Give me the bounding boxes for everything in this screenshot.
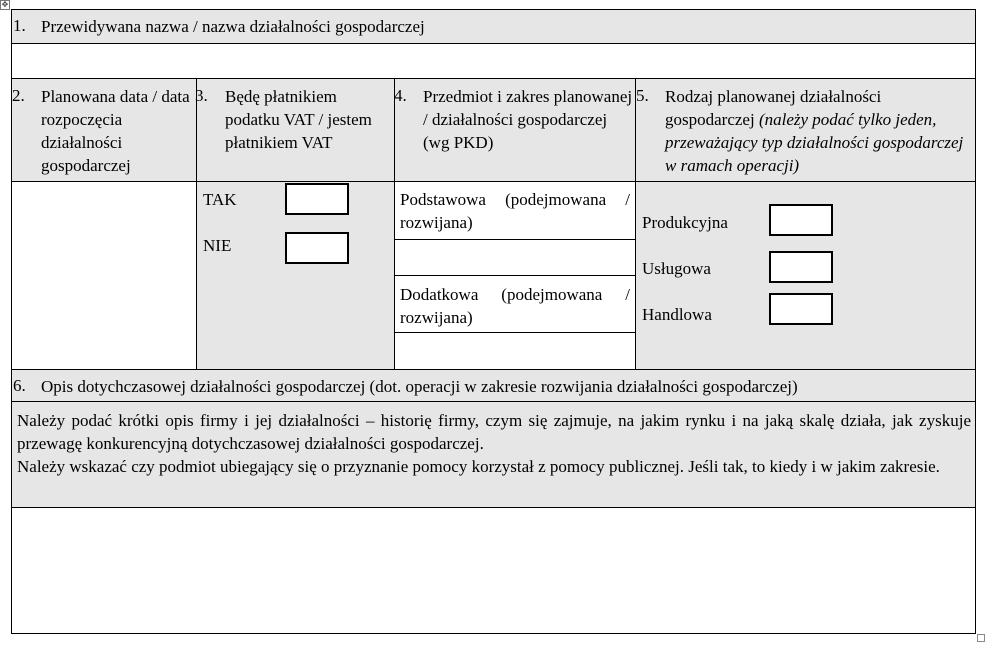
instruction-paragraph-2: Należy wskazać czy podmiot ubiegający się o przyznanie pomocy korzystał z pomocy publicznej. Jeśli tak, to kiedy i w jakim zakresie.	[17, 457, 940, 476]
description-instructions	[17, 409, 971, 478]
table-rule	[196, 78, 197, 370]
table-rule	[635, 78, 636, 370]
vat-no-label: NIE	[203, 236, 232, 255]
pkd-primary-label: Podstawowa (podejmowana / rozwijana)	[400, 190, 630, 232]
pkd-secondary-label: Dodatkowa (podejmowana / rozwijana)	[400, 285, 630, 327]
table-move-handle-icon[interactable]: ✥	[1, 0, 9, 9]
row1-number: 1.	[13, 16, 26, 35]
table-rule	[394, 78, 395, 370]
option-trade-checkbox[interactable]	[769, 293, 833, 325]
description-field[interactable]	[12, 508, 975, 633]
pkd-secondary-field[interactable]	[395, 333, 635, 369]
col3-number: 3.	[195, 86, 208, 105]
option-production-checkbox[interactable]	[769, 204, 833, 236]
pkd-primary-field[interactable]	[395, 240, 635, 275]
start-date-label: Planowana data / data rozpoczęcia działalności gospodarczej	[41, 87, 190, 175]
business-name-field[interactable]	[12, 44, 975, 78]
table-resize-handle-icon[interactable]	[977, 634, 985, 642]
row6-number: 6.	[13, 376, 26, 395]
vat-no-checkbox[interactable]	[285, 232, 349, 264]
description-label: Opis dotychczasowej działalności gospodarczej (dot. operacji w zakresie rozwijania działalności gospodarczej)	[41, 377, 798, 396]
table-rule	[11, 369, 976, 370]
option-services-label: Usługowa	[642, 259, 711, 278]
instruction-paragraph-1: Należy podać krótki opis firmy i jej działalności – historię firmy, czym się zajmuje, na jakim rynku i na jaką skalę działa, jak zyskuje przewagę konkurencyjną dotychczasowej działalności gospodarczej.	[17, 411, 971, 453]
table-border-right	[975, 9, 976, 634]
pkd-scope-label: Przedmiot i zakres planowanej / działalności gospodarczej (wg PKD)	[423, 87, 633, 152]
col2-number: 2.	[12, 86, 25, 105]
table-rule	[11, 78, 976, 79]
col4-number: 4.	[394, 86, 407, 105]
table-rule	[11, 401, 976, 402]
option-services-checkbox[interactable]	[769, 251, 833, 283]
table-border-bottom	[11, 633, 976, 634]
vat-payer-label: Będę płatnikiem podatku VAT / jestem płatnikiem VAT	[225, 87, 372, 152]
activity-type-label	[665, 85, 965, 177]
activity-type-label-plain: Rodzaj planowanej działalności gospodarczej	[665, 87, 882, 129]
start-date-field[interactable]	[12, 182, 196, 369]
vat-yes-checkbox[interactable]	[285, 183, 349, 215]
table-border-top	[11, 9, 976, 10]
col5-number: 5.	[636, 86, 649, 105]
option-production-label: Produkcyjna	[642, 213, 728, 232]
option-trade-label: Handlowa	[642, 305, 712, 324]
vat-yes-label: TAK	[203, 190, 237, 209]
table-rule	[394, 275, 635, 276]
activity-type-label-note: (należy podać tylko jeden, przeważający typ działalności gospodarczej w ramach operacji)	[665, 110, 964, 175]
business-name-label: Przewidywana nazwa / nazwa działalności gospodarczej	[41, 17, 425, 36]
